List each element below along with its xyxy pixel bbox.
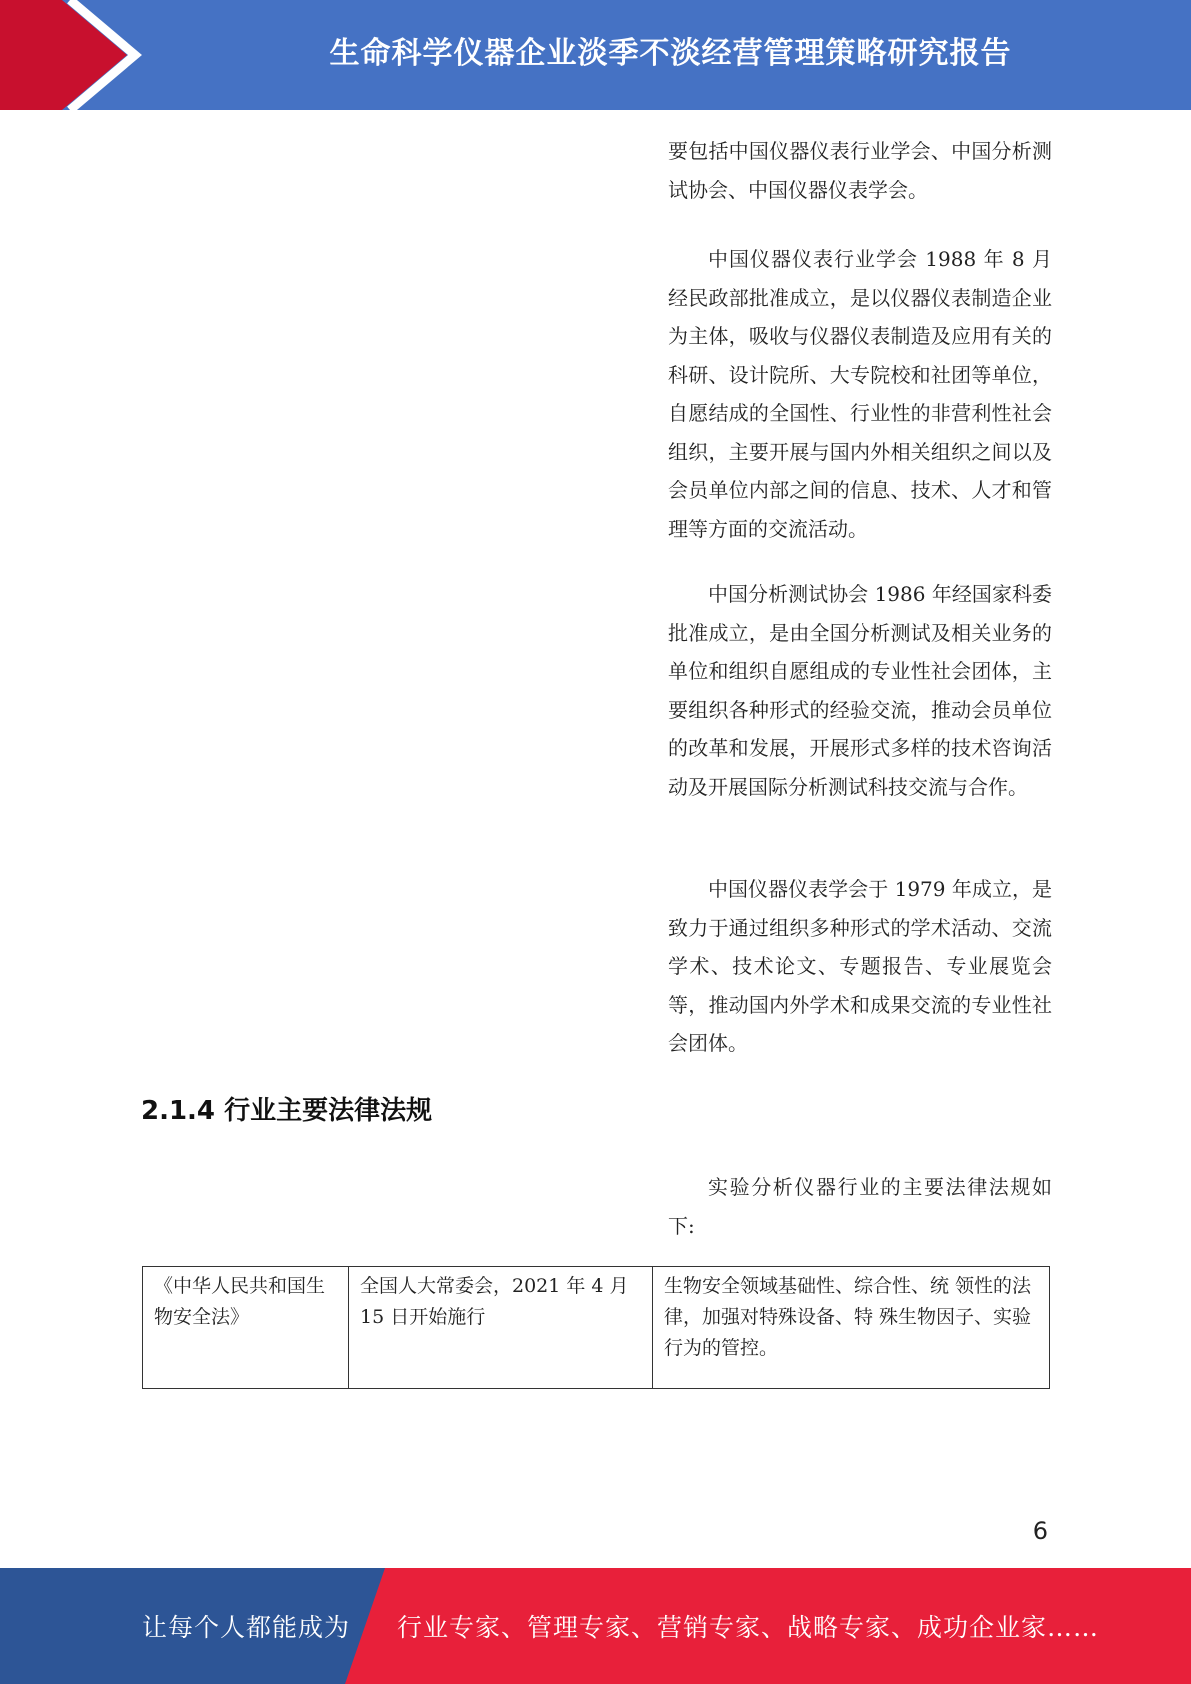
paragraph-intro-continuation <box>668 132 1052 209</box>
laws-table <box>142 1266 1050 1389</box>
paragraph-caia <box>668 575 1052 806</box>
law-name-cell: 《中华人民共和国生 物安全法》 <box>143 1267 349 1389</box>
law-description-cell: 生物安全领域基础性、综合性、统 领性的法律，加强对特殊设备、特 殊生物因子、实验行为的管控。 <box>653 1267 1050 1389</box>
section-intro <box>668 1168 1052 1245</box>
paragraph-text: 中国分析测试协会 1986 年经国家科委批准成立，是由全国分析测试及相关业务的单位和组织自愿组成的专业性社会团体，主要组织各种形式的经验交流，推动会员单位的改革和发展，开展形式多样的技术咨询活动及开展国际分析测试科技交流与合作。 <box>668 582 1052 799</box>
paragraph-text: 中国仪器仪表学会于 1979 年成立，是致力于通过组织多种形式的学术活动、交流学术、技术论文、专题报告、专业展览会等，推动国内外学术和成果交流的专业性社会团体。 <box>668 877 1052 1055</box>
paragraph-text: 实验分析仪器行业的主要法律法规如下: <box>668 1175 1052 1238</box>
paragraph-cis <box>668 870 1052 1063</box>
footer-slogan-left: 让每个人都能成为 <box>142 1613 351 1642</box>
paragraph-cima <box>668 240 1052 548</box>
paragraph-text: 要包括中国仪器仪表行业学会、中国分析测试协会、中国仪器仪表学会。 <box>668 139 1052 202</box>
section-heading: 2.1.4 行业主要法律法规 <box>141 1096 433 1126</box>
page-number: 6 <box>1032 1517 1048 1545</box>
footer-banner <box>0 1568 1191 1684</box>
header-chevron-icon <box>0 0 160 110</box>
report-title: 生命科学仪器企业淡季不淡经营管理策略研究报告 <box>329 36 1012 71</box>
paragraph-text: 中国仪器仪表行业学会 1988 年 8 月经民政部批准成立，是以仪器仪表制造企业为主体，吸收与仪器仪表制造及应用有关的科研、设计院所、大专院校和社团等单位，自愿结成的全国性、行业性的非营利性社会组织，主要开展与国内外相关组织之间以及会员单位内部之间的信息、技术、人才和管理等方面的交流活动。 <box>668 247 1052 541</box>
law-issuer-cell: 全国人大常委会，2021 年 4 月 15 日开始施行 <box>349 1267 653 1389</box>
table-row <box>143 1267 1050 1389</box>
header-banner <box>0 0 1191 110</box>
footer-slogan-right: 行业专家、管理专家、营销专家、战略专家、成功企业家…… <box>397 1613 1100 1642</box>
